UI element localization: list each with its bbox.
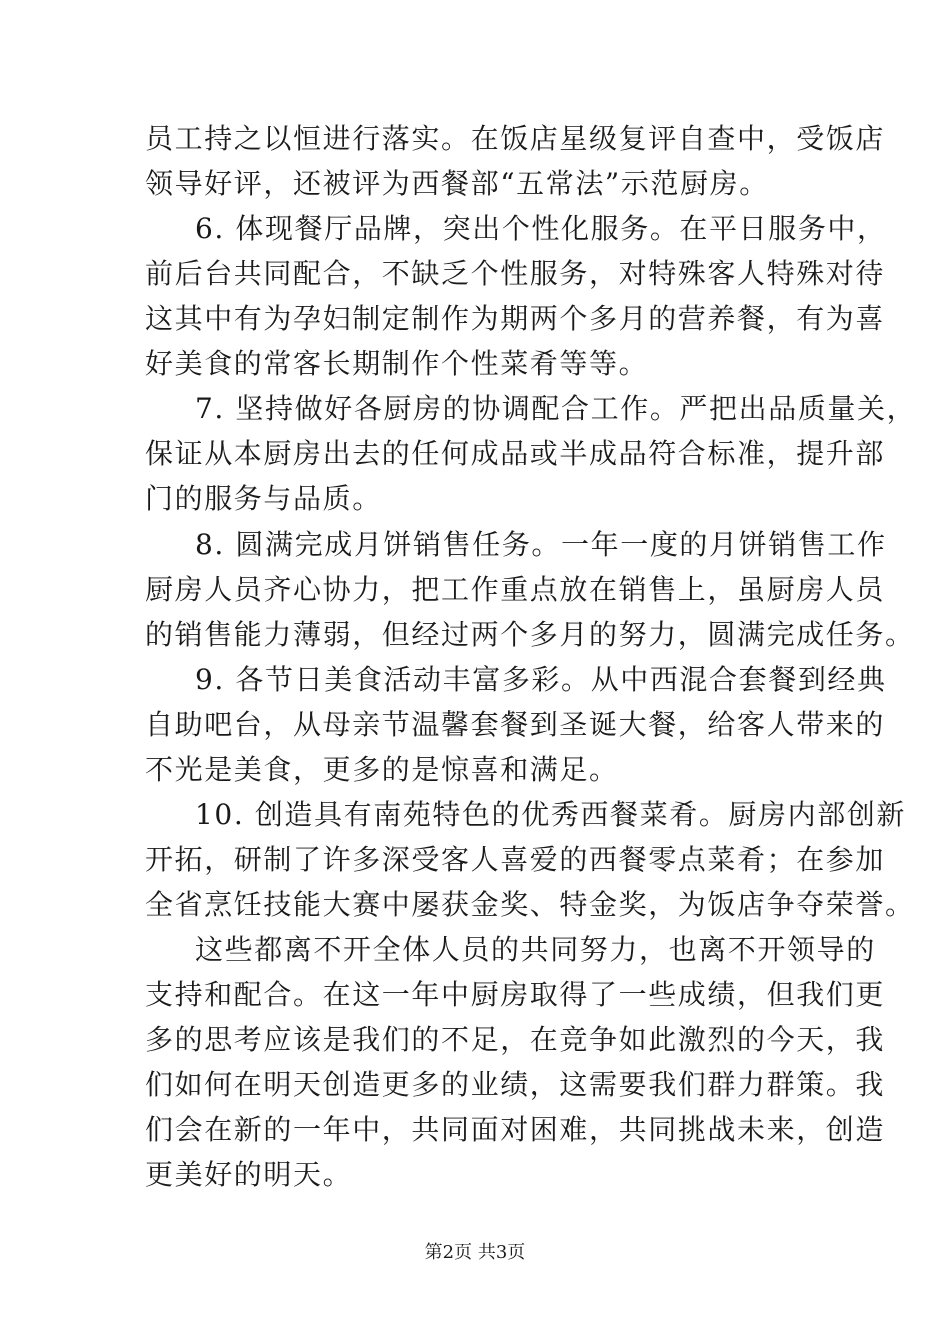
closing-paragraph-start: 这些都离不开全体人员的共同努力，也离不开领导的 — [195, 933, 876, 966]
text-line: 支持和配合。在这一年中厨房取得了一些成绩，但我们更 — [145, 978, 886, 1011]
text-line: 领导好评，还被评为西餐部“五常法”示范厨房。 — [145, 167, 769, 200]
list-item-9-start: 9. 各节日美食活动丰富多彩。从中西混合套餐到经典 — [195, 663, 887, 696]
text-line: 自助吧台，从母亲节温馨套餐到圣诞大餐，给客人带来的 — [145, 708, 886, 741]
text-line: 前后台共同配合，不缺乏个性服务，对特殊客人特殊对待 — [145, 257, 886, 290]
text-line: 厨房人员齐心协力，把工作重点放在销售上，虽厨房人员 — [145, 573, 886, 606]
list-item-6-start: 6. 体现餐厅品牌，突出个性化服务。在平日服务中， — [195, 212, 887, 245]
text-line: 们会在新的一年中，共同面对困难，共同挑战未来，创造 — [145, 1113, 886, 1146]
list-item-7-start: 7. 坚持做好各厨房的协调配合工作。严把出品质量关， — [195, 392, 917, 425]
text-line: 不光是美食，更多的是惊喜和满足。 — [145, 753, 619, 786]
text-line: 保证从本厨房出去的任何成品或半成品符合标准，提升部 — [145, 437, 886, 470]
text-line: 更美好的明天。 — [145, 1158, 353, 1191]
text-line: 开拓，研制了许多深受客人喜爱的西餐零点菜肴；在参加 — [145, 843, 886, 876]
text-line: 全省烹饪技能大赛中屡获金奖、特金奖，为饭店争夺荣誉。 — [145, 888, 915, 921]
text-line: 的销售能力薄弱，但经过两个多月的努力，圆满完成任务。 — [145, 618, 915, 651]
text-line: 好美食的常客长期制作个性菜肴等等。 — [145, 347, 649, 380]
text-line: 门的服务与品质。 — [145, 482, 382, 515]
text-line: 这其中有为孕妇制定制作为期两个多月的营养餐，有为喜 — [145, 302, 886, 335]
list-item-10-start: 10. 创造具有南苑特色的优秀西餐菜肴。厨房内部创新 — [195, 798, 907, 831]
text-line: 员工持之以恒进行落实。在饭店星级复评自查中，受饭店 — [145, 122, 886, 155]
text-line: 多的思考应该是我们的不足，在竞争如此激烈的今天，我 — [145, 1023, 886, 1056]
page-number-footer: 第2页 共3页 — [424, 1242, 526, 1263]
text-line: 们如何在明天创造更多的业绩，这需要我们群力群策。我 — [145, 1068, 886, 1101]
list-item-8-start: 8. 圆满完成月饼销售任务。一年一度的月饼销售工作 — [195, 528, 887, 561]
